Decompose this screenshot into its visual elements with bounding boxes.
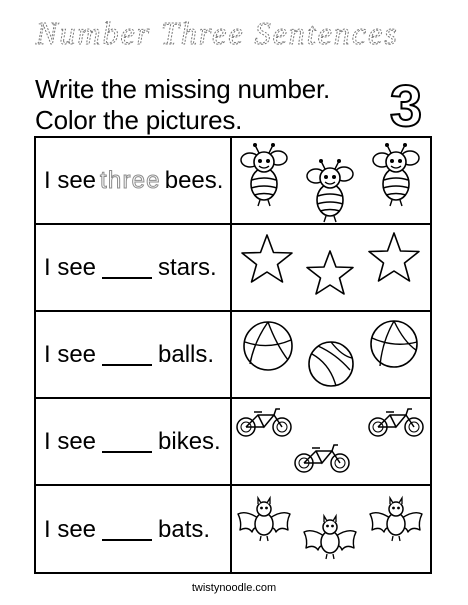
beach-ball-icon	[309, 342, 353, 386]
bicycle-icon	[369, 409, 423, 436]
page-title-text: Number Three Sentences	[36, 15, 399, 51]
worksheet-table	[34, 136, 432, 574]
sentence	[36, 225, 232, 310]
sentence-start: I see	[44, 340, 97, 368]
beach-ball-icon	[244, 322, 292, 370]
picture-cell	[232, 312, 430, 397]
number-badge	[376, 74, 436, 134]
bicycle-icon	[237, 409, 291, 436]
sentence-end: balls.	[158, 340, 215, 368]
sentence-start: I see	[44, 427, 97, 455]
picture-cell	[232, 138, 430, 223]
answer-blank[interactable]	[102, 431, 152, 453]
picture-cell	[232, 225, 430, 310]
star-icon	[307, 251, 353, 294]
number-badge-text: 3	[389, 74, 423, 134]
bee-icon	[307, 159, 353, 222]
bat-icon	[370, 498, 422, 541]
instruction-line-1: Write the missing number.	[35, 74, 331, 104]
answer-blank[interactable]	[102, 344, 152, 366]
sentence	[36, 312, 232, 397]
bee-icon	[241, 143, 287, 206]
table-row	[36, 399, 430, 486]
sentence	[36, 399, 232, 484]
page-title	[34, 14, 454, 54]
table-row	[36, 312, 430, 399]
sentence-end: bees.	[164, 166, 224, 194]
instructions	[35, 74, 330, 136]
sentence-end: bats.	[158, 515, 211, 543]
sentence	[36, 138, 232, 223]
star-icon	[369, 233, 419, 281]
star-icon	[242, 235, 292, 282]
sentence-end: bikes.	[158, 427, 221, 455]
bat-icon	[238, 498, 290, 541]
table-row	[36, 486, 430, 573]
sentence-start: I see	[44, 515, 97, 543]
beach-ball-icon	[371, 321, 417, 367]
sentence-start: I see	[44, 166, 97, 194]
sentence	[36, 486, 232, 573]
instruction-line-2: Color the pictures.	[35, 105, 243, 135]
sentence-end: stars.	[158, 253, 217, 281]
answer-blank[interactable]	[102, 257, 152, 279]
sentence-start: I see	[44, 253, 97, 281]
bat-icon	[304, 516, 356, 559]
picture-cell	[232, 486, 430, 573]
table-row	[36, 225, 430, 312]
bee-icon	[373, 143, 419, 206]
picture-cell	[232, 399, 430, 484]
bicycle-icon	[295, 445, 349, 472]
traced-number-word: three	[100, 166, 161, 194]
footer-credit: twistynoodle.com	[191, 582, 277, 594]
answer-blank[interactable]	[102, 519, 152, 541]
table-row	[36, 138, 430, 225]
